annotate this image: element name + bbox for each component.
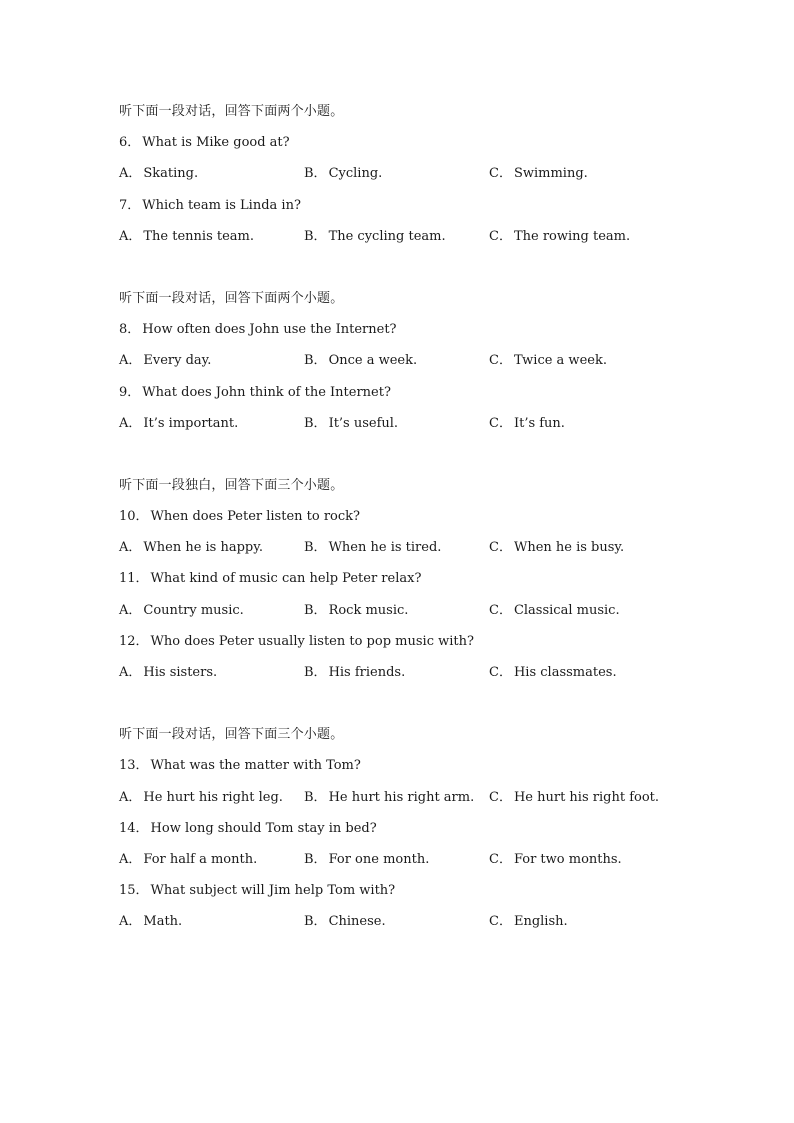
question-text: How long should Tom stay in bed? xyxy=(150,820,377,836)
question-8 xyxy=(119,319,679,350)
question-number: 9． xyxy=(119,384,141,400)
option-b: B． The cycling team. xyxy=(304,228,446,244)
option-b: B． Once a week. xyxy=(304,353,418,369)
option-c: C． His classmates. xyxy=(489,665,617,680)
question-number: 13． xyxy=(119,758,149,774)
question-10 xyxy=(119,506,679,537)
option-b: B． Chinese. xyxy=(304,914,386,930)
option-b: B． He hurt his right arm. xyxy=(304,789,475,805)
option-a: A． He hurt his right leg. xyxy=(119,789,283,805)
question-text: What was the matter with Tom? xyxy=(150,758,361,774)
question-11 xyxy=(119,568,679,599)
question-9 xyxy=(119,382,679,413)
section-3 xyxy=(119,475,679,693)
section-instruction: 听下面一段对话，回答下面三个小题。 xyxy=(119,727,344,743)
question-13-options xyxy=(119,787,679,818)
option-a: A． Every day. xyxy=(119,353,212,369)
option-a: A． Math. xyxy=(119,914,183,930)
question-10-options xyxy=(119,537,679,568)
option-c: C． English. xyxy=(489,914,568,930)
question-text: Which team is Linda in? xyxy=(142,197,301,213)
option-b: B． For one month. xyxy=(304,851,430,867)
option-c: C． For two months. xyxy=(489,851,622,867)
question-7-options xyxy=(119,226,679,257)
option-a: A． His sisters. xyxy=(119,665,218,680)
question-15 xyxy=(119,880,679,911)
section-1 xyxy=(119,101,679,257)
option-a: A． Skating. xyxy=(119,166,199,182)
question-number: 10． xyxy=(119,509,149,525)
question-text: When does Peter listen to rock? xyxy=(150,509,361,525)
option-b: B． Rock music. xyxy=(304,602,409,618)
question-text: Who does Peter usually listen to pop music with? xyxy=(150,633,474,649)
option-c: C． It’s fun. xyxy=(489,415,565,431)
question-number: 15． xyxy=(119,883,149,899)
question-12-options xyxy=(119,662,679,693)
question-number: 6． xyxy=(119,135,141,151)
option-c: C． When he is busy. xyxy=(489,540,625,556)
question-6 xyxy=(119,132,679,163)
question-text: What subject will Jim help Tom with? xyxy=(150,883,396,899)
section-4 xyxy=(119,724,679,942)
section-instruction: 听下面一段对话，回答下面两个小题。 xyxy=(119,290,344,306)
option-a: A． For half a month. xyxy=(119,851,258,867)
question-8-options xyxy=(119,350,679,381)
question-11-options xyxy=(119,600,679,631)
question-12 xyxy=(119,631,679,662)
question-number: 12． xyxy=(119,633,149,649)
question-9-options xyxy=(119,413,679,444)
question-text: What does John think of the Internet? xyxy=(142,384,391,400)
question-text: What kind of music can help Peter relax? xyxy=(150,571,422,587)
option-c: C． Twice a week. xyxy=(489,353,607,369)
question-6-options xyxy=(119,163,679,194)
question-text: What is Mike good at? xyxy=(142,135,290,151)
question-number: 14． xyxy=(119,820,149,836)
question-7 xyxy=(119,195,679,226)
question-13 xyxy=(119,755,679,786)
section-instruction: 听下面一段独白，回答下面三个小题。 xyxy=(119,477,344,493)
question-14 xyxy=(119,818,679,849)
option-c: C． Swimming. xyxy=(489,166,588,182)
option-a: A． When he is happy. xyxy=(119,540,263,556)
option-c: C． Classical music. xyxy=(489,602,620,618)
option-a: A． The tennis team. xyxy=(119,228,255,244)
option-a: A． It’s important. xyxy=(119,415,239,431)
section-2 xyxy=(119,288,679,444)
question-number: 11． xyxy=(119,571,149,587)
question-text: How often does John use the Internet? xyxy=(142,322,397,338)
question-number: 7． xyxy=(119,197,141,213)
listening-questions xyxy=(119,101,679,943)
question-number: 8． xyxy=(119,322,141,338)
option-b: B． When he is tired. xyxy=(304,540,442,556)
option-c: C． He hurt his right foot. xyxy=(489,789,660,805)
option-b: B． It’s useful. xyxy=(304,415,399,431)
option-a: A． Country music. xyxy=(119,602,244,618)
section-instruction: 听下面一段对话，回答下面两个小题。 xyxy=(119,104,344,119)
option-b: B． His friends. xyxy=(304,665,406,680)
option-c: C． The rowing team. xyxy=(489,228,631,244)
question-15-options xyxy=(119,911,679,942)
option-b: B． Cycling. xyxy=(304,166,383,182)
question-14-options xyxy=(119,849,679,880)
